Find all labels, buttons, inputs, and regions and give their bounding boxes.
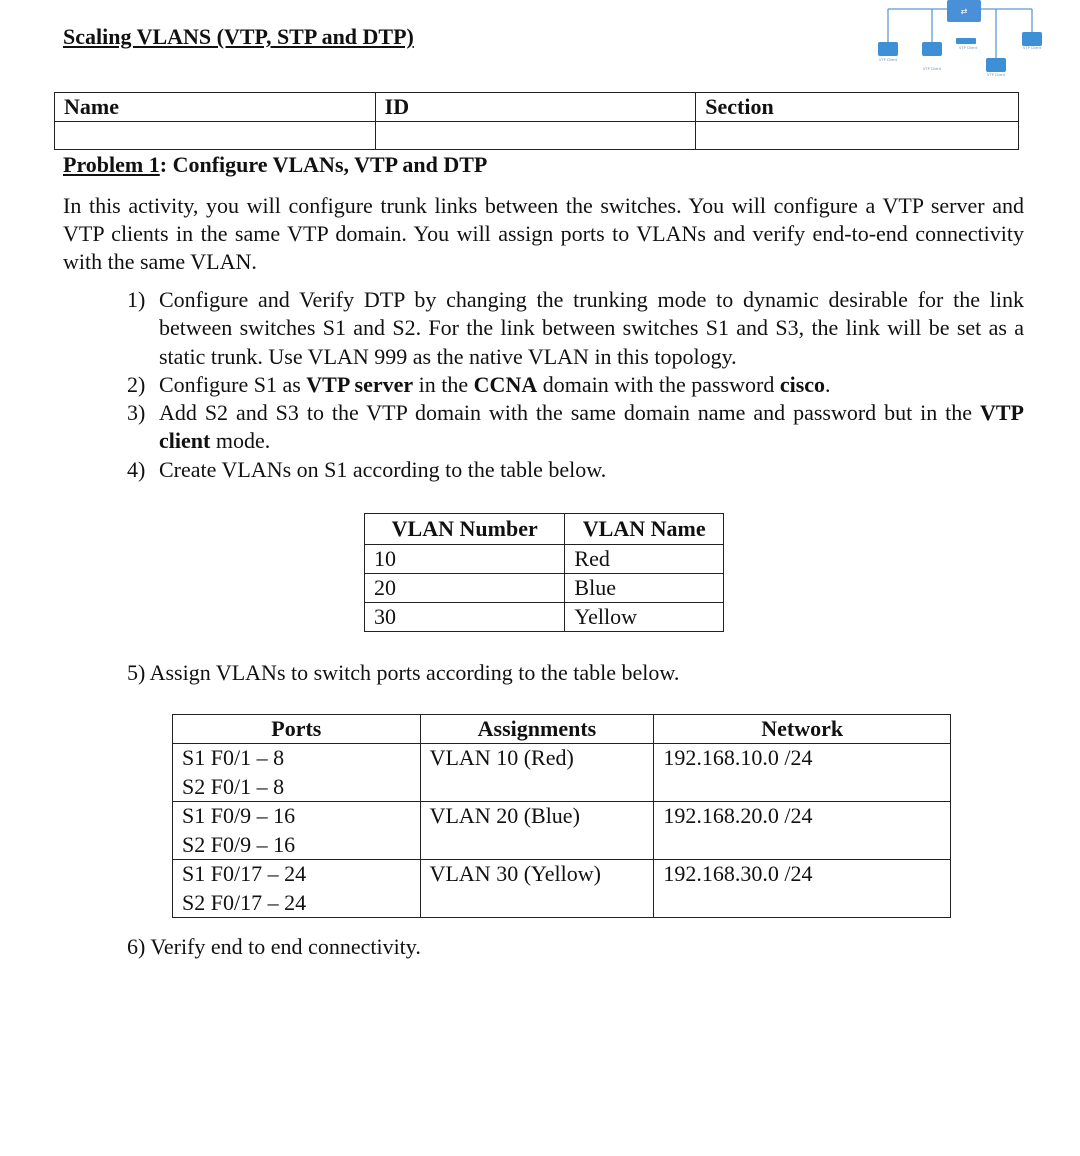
vlan-number-header: VLAN Number xyxy=(365,514,565,545)
table-row: S1 F0/9 – 16 S2 F0/9 – 16 VLAN 20 (Blue) 192.168.20.0 /24 xyxy=(173,802,951,860)
step-text: Configure and Verify DTP by changing the trunking mode to dynamic desirable for the link between switches S1 and S2. For the link between switches S1 and S3, the link will be set as a static trunk. Use VLAN 999 as the native VLAN in this topology. xyxy=(159,287,1024,369)
problem-heading xyxy=(63,152,487,178)
switch-icon xyxy=(878,42,898,56)
problem-title: : Configure VLANs, VTP and DTP xyxy=(159,152,488,177)
document-title: Scaling VLANS (VTP, STP and DTP) xyxy=(63,24,414,49)
problem-label: Problem 1 xyxy=(63,152,160,177)
vlan-name-header: VLAN Name xyxy=(565,514,724,545)
id-field[interactable] xyxy=(375,122,696,150)
steps-list xyxy=(127,286,1024,484)
section-field[interactable] xyxy=(696,122,1019,150)
step-2: 2) Configure S1 as VTP server in the CCNA domain with the password cisco. xyxy=(127,371,1024,399)
name-field[interactable] xyxy=(55,122,376,150)
switch-icon xyxy=(1022,32,1042,46)
switch-icon xyxy=(986,58,1006,72)
topology-label: VTP Client xyxy=(923,67,941,71)
vlan-table xyxy=(364,513,724,632)
svg-text:⇄: ⇄ xyxy=(960,7,968,16)
table-row: S1 F0/17 – 24 S2 F0/17 – 24 VLAN 30 (Yellow) 192.168.30.0 /24 xyxy=(173,860,951,918)
vtp-topology-diagram xyxy=(872,0,1048,80)
id-header: ID xyxy=(375,93,696,122)
topology-label: VTP Client xyxy=(879,58,897,62)
network-header: Network xyxy=(654,715,951,744)
step-1 xyxy=(127,286,1024,371)
ports-table xyxy=(172,714,951,918)
topology-label: VTP Client xyxy=(959,46,977,50)
problem-intro: In this activity, you will configure trunk links between the switches. You will configure a VTP server and VTP clients in the same VTP domain. You will assign ports to VLANs and verify end-to-end connectivity with the same VLAN. xyxy=(63,193,1024,274)
step-number: 4) xyxy=(127,456,146,482)
step-number: 1) xyxy=(127,287,146,312)
assignments-header: Assignments xyxy=(420,715,654,744)
step-text: Create VLANs on S1 according to the table below. xyxy=(159,456,607,482)
step-3: 3) Add S2 and S3 to the VTP domain with the same domain name and password but in the VTP client mode. xyxy=(127,400,1024,454)
name-header: Name xyxy=(55,93,376,122)
step-6: 6) Verify end to end connectivity. xyxy=(127,934,421,959)
table-row: 20 Blue xyxy=(365,574,724,603)
section-header: Section xyxy=(696,93,1019,122)
topology-label: VTP Client xyxy=(1023,46,1041,50)
switch-icon xyxy=(922,42,942,56)
switch-icon xyxy=(956,38,976,44)
router-icon xyxy=(947,0,981,22)
step-number: 2) xyxy=(127,371,146,397)
ports-header: Ports xyxy=(173,715,421,744)
step-5: 5) Assign VLANs to switch ports according to the table below. xyxy=(127,660,680,685)
topology-label: VTP Client xyxy=(987,73,1005,77)
step-4 xyxy=(127,456,1024,484)
table-row: 30 Yellow xyxy=(365,603,724,632)
table-row: S1 F0/1 – 8 S2 F0/1 – 8 VLAN 10 (Red) 192.168.10.0 /24 xyxy=(173,744,951,802)
student-info-table xyxy=(54,92,1019,150)
table-row: 10 Red xyxy=(365,545,724,574)
step-number: 3) xyxy=(127,400,146,426)
